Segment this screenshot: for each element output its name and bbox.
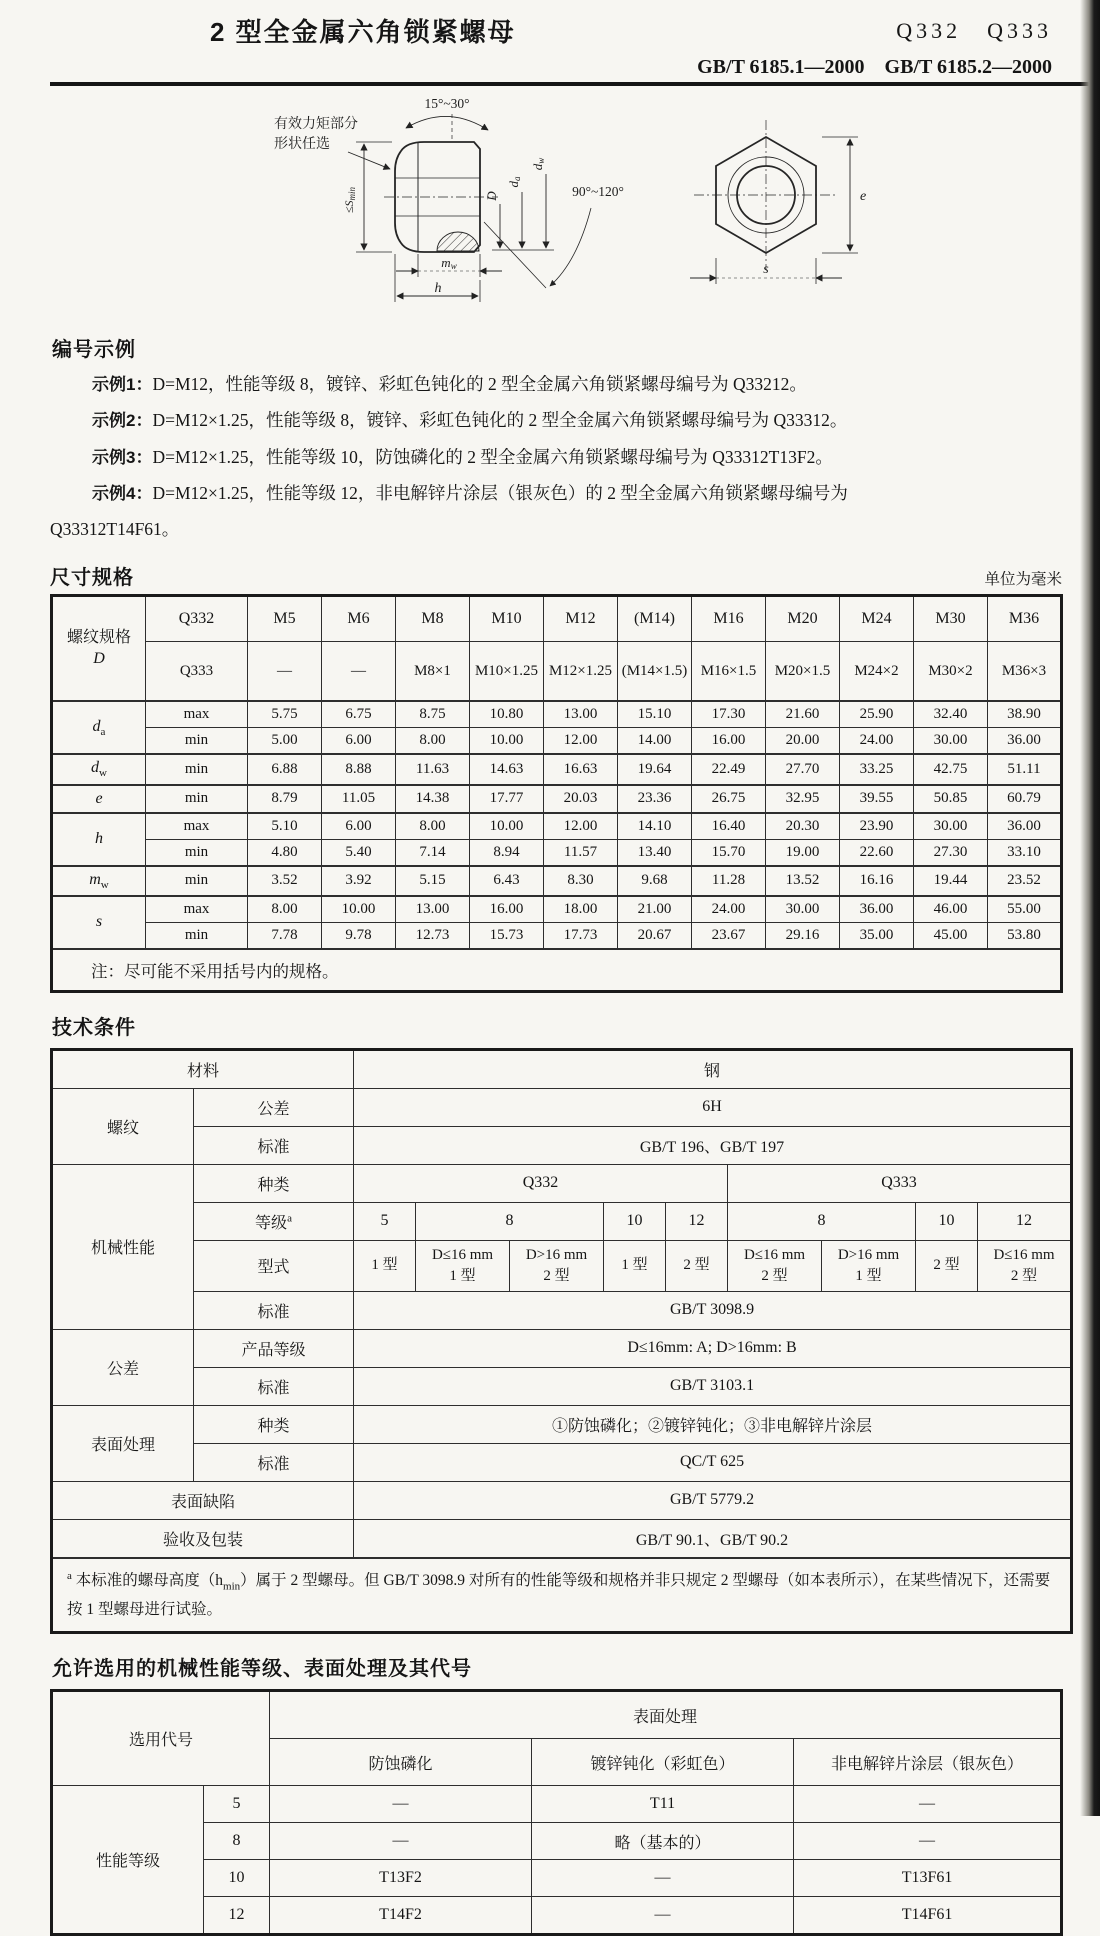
dim-value: 10.00 (470, 728, 544, 755)
footnote-row (52, 1558, 1072, 1633)
code-cell: — (794, 1823, 1062, 1860)
grade-label: 等级$^a$ (194, 1202, 354, 1240)
dim-value: 14.63 (470, 754, 544, 784)
type-value: D≤16 mm 2 型 (728, 1240, 822, 1291)
dim-value: 3.52 (248, 866, 322, 896)
dim-value: 8.94 (470, 839, 544, 866)
example-label: 示例1： (92, 375, 153, 394)
dim-value: 23.90 (840, 813, 914, 840)
thread-group-label: 螺纹 (52, 1088, 194, 1164)
dim-value: 5.00 (248, 728, 322, 755)
dim-row (52, 728, 1062, 755)
dim-value: 7.78 (248, 922, 322, 949)
header-rule (50, 82, 1096, 86)
q333-size: M8×1 (396, 642, 470, 702)
size-header: M16 (692, 596, 766, 642)
grade-value: 5 (354, 1202, 416, 1240)
product-grade-label: 产品等级 (194, 1329, 354, 1367)
dim-value: 7.14 (396, 839, 470, 866)
dim-value: 29.16 (766, 922, 840, 949)
dim-value: 15.10 (618, 701, 692, 728)
tolerance-standard-value: GB/T 3103.1 (354, 1367, 1072, 1405)
dim-row (52, 866, 1062, 896)
dim-value: 19.00 (766, 839, 840, 866)
example-label: 示例3： (92, 447, 153, 467)
dim-value: 16.16 (840, 866, 914, 896)
surface-group-label: 表面处理 (52, 1405, 194, 1481)
dim-value: 14.10 (618, 813, 692, 840)
dim-limit: min (146, 785, 248, 813)
dim-value: 10.80 (470, 701, 544, 728)
dims-heading: 尺寸规格 (50, 567, 134, 590)
example-line (50, 444, 1062, 471)
q333-size: — (248, 642, 322, 702)
standard-numbers: GB/T 6185.1—2000 GB/T 6185.2—2000 (697, 56, 1052, 78)
treatment-column: 非电解锌片涂层（银灰色） (794, 1739, 1062, 1786)
code-cell: T11 (532, 1786, 794, 1823)
dim-value: 5.75 (248, 701, 322, 728)
code-cell: — (532, 1897, 794, 1935)
kind-label: 种类 (194, 1164, 354, 1202)
dim-value: 8.75 (396, 701, 470, 728)
type-row (52, 1240, 1072, 1291)
example-label: 示例4： (92, 484, 153, 504)
dim-value: 20.67 (618, 922, 692, 949)
dim-value: 6.75 (322, 701, 396, 728)
dim-value: 51.11 (988, 754, 1062, 784)
acceptance-label: 验收及包装 (52, 1519, 354, 1558)
dim-value: 4.80 (248, 839, 322, 866)
size-header: M24 (840, 596, 914, 642)
dim-row (52, 813, 1062, 840)
dim-symbol: e (52, 785, 146, 813)
surface-kind-value: ①防蚀磷化；②镀锌钝化；③非电解锌片涂层 (354, 1405, 1072, 1443)
dim-value: 11.57 (544, 839, 618, 866)
thread-standard-row (52, 1126, 1072, 1164)
dim-value: 21.00 (618, 896, 692, 923)
dim-value: 11.28 (692, 866, 766, 896)
example-line (50, 371, 1062, 398)
dim-limit: min (146, 866, 248, 896)
dim-limit: max (146, 701, 248, 728)
dim-value: 32.95 (766, 785, 840, 813)
dim-value: 16.40 (692, 813, 766, 840)
dim-value: 21.60 (766, 701, 840, 728)
material-value: 钢 (354, 1049, 1072, 1088)
type-value: 2 型 (916, 1240, 978, 1291)
example-line (50, 407, 1062, 434)
dim-row (52, 754, 1062, 784)
acceptance-value: GB/T 90.1、GB/T 90.2 (354, 1519, 1072, 1558)
dim-value: 27.70 (766, 754, 840, 784)
dim-value: 10.00 (470, 813, 544, 840)
dim-value: 14.38 (396, 785, 470, 813)
acceptance-row (52, 1519, 1072, 1558)
q333-size: M16×1.5 (692, 642, 766, 702)
tech-conditions-table (50, 1048, 1073, 1635)
dim-value: 13.00 (396, 896, 470, 923)
dim-value: 46.00 (914, 896, 988, 923)
q333-header: Q333 (146, 642, 248, 702)
dim-symbol: $d_a$ (52, 701, 146, 754)
scan-edge-shadow (1080, 0, 1100, 1816)
dim-value: 5.10 (248, 813, 322, 840)
kind-q332: Q332 (354, 1164, 728, 1202)
dim-value: 16.63 (544, 754, 618, 784)
type-value: D>16 mm 1 型 (822, 1240, 916, 1291)
dim-value: 6.00 (322, 813, 396, 840)
dim-value: 11.05 (322, 785, 396, 813)
q333-size: M10×1.25 (470, 642, 544, 702)
thread-spec-header: 螺纹规格 D (52, 596, 146, 702)
standard-label: 标准 (194, 1291, 354, 1329)
dim-value: 16.00 (470, 896, 544, 923)
dim-value: 12.00 (544, 728, 618, 755)
dim-value: 6.88 (248, 754, 322, 784)
mechanical-group-label: 机械性能 (52, 1164, 194, 1329)
dim-note-row (52, 949, 1062, 992)
grade-cell: 5 (204, 1786, 270, 1823)
dim-symbol: h (52, 813, 146, 866)
code-cell: T13F61 (794, 1860, 1062, 1897)
tolerance-label: 公差 (194, 1088, 354, 1126)
dim-value: 20.30 (766, 813, 840, 840)
h-dim-label: h (434, 281, 442, 296)
treatment-column: 防蚀磷化 (270, 1739, 532, 1786)
type-label: 型式 (194, 1240, 354, 1291)
grade-value: 12 (666, 1202, 728, 1240)
dim-row (52, 785, 1062, 813)
technical-drawing (246, 92, 906, 310)
dim-value: 14.00 (618, 728, 692, 755)
size-header: M6 (322, 596, 396, 642)
code-cell: — (532, 1860, 794, 1897)
q333-size: M12×1.25 (544, 642, 618, 702)
figure-area (246, 92, 1062, 315)
dim-value: 53.80 (988, 922, 1062, 949)
dim-value: 42.75 (914, 754, 988, 784)
size-header: M8 (396, 596, 470, 642)
selection-row (52, 1823, 1062, 1860)
da-dim-label: da (506, 176, 522, 188)
type-value: 2 型 (666, 1240, 728, 1291)
surface-defect-row (52, 1481, 1072, 1519)
surface-kind-row (52, 1405, 1072, 1443)
dim-value: 6.00 (322, 728, 396, 755)
standard-label: 标准 (194, 1443, 354, 1481)
dim-value: 30.00 (914, 728, 988, 755)
mw-dim-label: mw (441, 255, 457, 271)
thread-tolerance-row (52, 1088, 1072, 1126)
code-cell: — (270, 1786, 532, 1823)
performance-grade-label: 性能等级 (52, 1786, 204, 1935)
grade-value: 10 (604, 1202, 666, 1240)
dim-value: 19.64 (618, 754, 692, 784)
dim-value: 22.49 (692, 754, 766, 784)
nut-section-view (348, 114, 591, 302)
dim-value: 32.40 (914, 701, 988, 728)
size-header: M20 (766, 596, 840, 642)
dim-limit: min (146, 922, 248, 949)
dim-row (52, 896, 1062, 923)
dim-value: 30.00 (766, 896, 840, 923)
dim-value: 11.63 (396, 754, 470, 784)
tolerance-standard-row (52, 1367, 1072, 1405)
type-value: D≤16 mm 2 型 (978, 1240, 1072, 1291)
selection-row (52, 1860, 1062, 1897)
dim-value: 13.40 (618, 839, 692, 866)
dim-row (52, 922, 1062, 949)
grade-value: 12 (978, 1202, 1072, 1240)
dim-value: 24.00 (840, 728, 914, 755)
dim-value: 15.73 (470, 922, 544, 949)
standard-label: 标准 (194, 1126, 354, 1164)
dim-limit: min (146, 839, 248, 866)
page-header (50, 0, 1062, 86)
page-title: 2 型全金属六角锁紧螺母 (210, 17, 516, 47)
dim-value: 8.00 (396, 728, 470, 755)
kind-q333: Q333 (728, 1164, 1072, 1202)
dim-limit: max (146, 813, 248, 840)
selection-heading: 允许选用的机械性能等级、表面处理及其代号 (52, 1658, 472, 1681)
standard-label: 标准 (194, 1367, 354, 1405)
size-header: M12 (544, 596, 618, 642)
dim-value: 39.55 (840, 785, 914, 813)
dim-limit: min (146, 754, 248, 784)
dim-value: 6.43 (470, 866, 544, 896)
dim-value: 17.30 (692, 701, 766, 728)
code-cell: — (270, 1823, 532, 1860)
defect-value: GB/T 5779.2 (354, 1481, 1072, 1519)
q333-size: M36×3 (988, 642, 1062, 702)
dim-symbol: s (52, 896, 146, 949)
dim-value: 22.60 (840, 839, 914, 866)
dim-value: 8.88 (322, 754, 396, 784)
dim-value: 27.30 (914, 839, 988, 866)
side-angle-label: 90°~120° (572, 184, 624, 199)
page-content (50, 0, 1062, 1936)
dim-value: 33.10 (988, 839, 1062, 866)
surface-standard-row (52, 1443, 1072, 1481)
q333-size: M30×2 (914, 642, 988, 702)
dim-value: 23.52 (988, 866, 1062, 896)
numbering-heading: 编号示例 (52, 339, 136, 361)
table-footnote: $^a$ 本标准的螺母高度$(h_{min})$属于 2 型螺母。但 GB/T 3098.9 对所有的性能等级和规格并非只规定 2 型螺母（如本表所示），在某些情况下，还需要按 1 型螺母进行试验。 (52, 1558, 1072, 1633)
selection-header-row-1 (52, 1691, 1062, 1739)
nut-face-view (690, 120, 858, 284)
dim-value: 16.00 (692, 728, 766, 755)
example-label: 示例2： (92, 411, 153, 431)
dim-value: 5.40 (322, 839, 396, 866)
dimension-table (50, 594, 1063, 992)
type-value: D>16 mm 2 型 (510, 1240, 604, 1291)
grade-cell: 12 (204, 1897, 270, 1935)
dim-value: 23.67 (692, 922, 766, 949)
example-text: D=M12×1.25，性能等级 8，镀锌、彩虹色钝化的 2 型全金属六角锁紧螺母编号为 Q33312。 (152, 410, 848, 431)
dim-value: 8.79 (248, 785, 322, 813)
size-header: M10 (470, 596, 544, 642)
dim-value: 25.90 (840, 701, 914, 728)
dim-value: 33.25 (840, 754, 914, 784)
size-header: M36 (988, 596, 1062, 642)
example-continuation: Q33312T14F61。 (50, 519, 180, 540)
dim-value: 50.85 (914, 785, 988, 813)
mech-kind-row (52, 1164, 1072, 1202)
material-label: 材料 (52, 1049, 354, 1088)
callout-text-line2: 形状任选 (274, 135, 330, 151)
smin-dim-label: ≤Smin (342, 186, 357, 214)
tech-heading: 技术条件 (52, 1016, 136, 1039)
grade-value: 10 (916, 1202, 978, 1240)
dim-table-note: 注：尽可能不采用括号内的规格。 (52, 949, 1062, 992)
treatment-column: 镀锌钝化（彩虹色） (532, 1739, 794, 1786)
code-cell: — (794, 1786, 1062, 1823)
q333-size: M20×1.5 (766, 642, 840, 702)
selection-table (50, 1689, 1063, 1936)
q333-size: — (322, 642, 396, 702)
dim-value: 13.52 (766, 866, 840, 896)
dim-value: 45.00 (914, 922, 988, 949)
code-cell: T14F2 (270, 1897, 532, 1935)
dim-value: 8.00 (396, 813, 470, 840)
code-cell: 略（基本的） (532, 1823, 794, 1860)
dim-value: 18.00 (544, 896, 618, 923)
unit-note: 单位为毫米 (984, 571, 1062, 589)
s-dim-label: s (763, 262, 769, 277)
dim-value: 23.36 (618, 785, 692, 813)
e-dim-label: e (860, 189, 867, 204)
dim-value: 60.79 (988, 785, 1062, 813)
tolerance-group-label: 公差 (52, 1329, 194, 1405)
dim-symbol: $m_w$ (52, 866, 146, 896)
surface-treatment-header: 表面处理 (270, 1691, 1062, 1739)
dim-value: 36.00 (840, 896, 914, 923)
dim-row (52, 839, 1062, 866)
example-text: D=M12×1.25，性能等级 10，防蚀磷化的 2 型全金属六角锁紧螺母编号为 Q33312T13F2。 (152, 446, 833, 467)
grade-cell: 10 (204, 1860, 270, 1897)
dim-value: 13.00 (544, 701, 618, 728)
code-cell: T14F61 (794, 1897, 1062, 1935)
size-header: M5 (248, 596, 322, 642)
grade-cell: 8 (204, 1823, 270, 1860)
dim-value: 38.90 (988, 701, 1062, 728)
dim-value: 8.00 (248, 896, 322, 923)
dim-value: 12.73 (396, 922, 470, 949)
dim-value: 30.00 (914, 813, 988, 840)
mech-standard-value: GB/T 3098.9 (354, 1291, 1072, 1329)
dim-value: 10.00 (322, 896, 396, 923)
grade-value: 8 (728, 1202, 916, 1240)
grade-value: 8 (416, 1202, 604, 1240)
type-value: D≤16 mm 1 型 (416, 1240, 510, 1291)
dim-value: 35.00 (840, 922, 914, 949)
code-label: 选用代号 (52, 1691, 270, 1786)
dim-value: 20.03 (544, 785, 618, 813)
dim-value: 12.00 (544, 813, 618, 840)
selection-row (52, 1786, 1062, 1823)
surface-standard-value: QC/T 625 (354, 1443, 1072, 1481)
dim-header-row-2 (52, 642, 1062, 702)
dim-value: 20.00 (766, 728, 840, 755)
code-cell: T13F2 (270, 1860, 532, 1897)
q333-size: M24×2 (840, 642, 914, 702)
dw-dim-label: dw (530, 157, 546, 171)
dim-value: 36.00 (988, 728, 1062, 755)
dim-value: 17.73 (544, 922, 618, 949)
q332-header: Q332 (146, 596, 248, 642)
mech-standard-row (52, 1291, 1072, 1329)
thread-tolerance-value: 6H (354, 1088, 1072, 1126)
dim-row (52, 701, 1062, 728)
dim-symbol: $d_w$ (52, 754, 146, 784)
thread-standard-value: GB/T 196、GB/T 197 (354, 1126, 1072, 1164)
dim-table-body (52, 701, 1062, 948)
selection-row (52, 1897, 1062, 1935)
grade-row (52, 1202, 1072, 1240)
product-grade-value: D≤16mm: A; D>16mm: B (354, 1329, 1072, 1367)
dim-value: 19.44 (914, 866, 988, 896)
material-row (52, 1049, 1072, 1088)
dim-header-row-1 (52, 596, 1062, 642)
dim-limit: max (146, 896, 248, 923)
dim-value: 8.30 (544, 866, 618, 896)
type-value: 1 型 (604, 1240, 666, 1291)
dim-value: 24.00 (692, 896, 766, 923)
dim-value: 55.00 (988, 896, 1062, 923)
part-codes: Q332 Q333 (896, 18, 1052, 43)
dim-value: 9.78 (322, 922, 396, 949)
dim-value: 3.92 (322, 866, 396, 896)
example-line (50, 480, 1062, 507)
d-major-dim-label: D (484, 191, 499, 201)
dim-value: 36.00 (988, 813, 1062, 840)
top-angle-label: 15°~30° (424, 96, 470, 111)
dim-value: 26.75 (692, 785, 766, 813)
callout-text-line1: 有效力矩部分 (274, 115, 358, 131)
dim-value: 17.77 (470, 785, 544, 813)
defect-label: 表面缺陷 (52, 1481, 354, 1519)
dim-value: 15.70 (692, 839, 766, 866)
size-header: (M14) (618, 596, 692, 642)
q333-size: (M14×1.5) (618, 642, 692, 702)
dim-limit: min (146, 728, 248, 755)
dim-value: 5.15 (396, 866, 470, 896)
type-value: 1 型 (354, 1240, 416, 1291)
example-text: D=M12，性能等级 8，镀锌、彩虹色钝化的 2 型全金属六角锁紧螺母编号为 Q33212。 (152, 374, 807, 394)
example-text: D=M12×1.25，性能等级 12，非电解锌片涂层（银灰色）的 2 型全金属六角锁紧螺母编号为 (152, 483, 848, 504)
dim-value: 9.68 (618, 866, 692, 896)
product-grade-row (52, 1329, 1072, 1367)
size-header: M30 (914, 596, 988, 642)
kind-label: 种类 (194, 1405, 354, 1443)
